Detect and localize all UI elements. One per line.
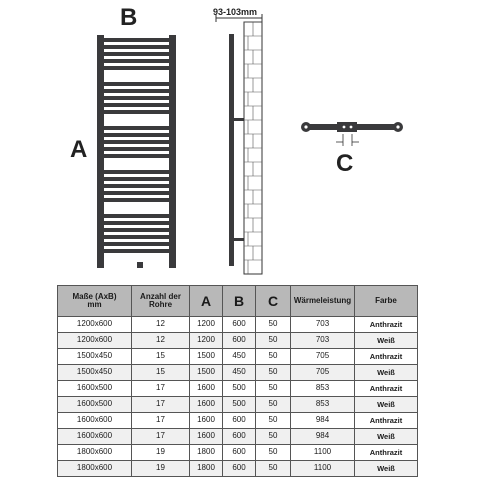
cell-b: 600	[223, 333, 256, 349]
radiator-tube	[104, 38, 169, 42]
cell-b: 600	[223, 413, 256, 429]
bracket-detail-c	[301, 122, 403, 146]
radiator-front-view	[97, 35, 176, 268]
dimension-c-label: C	[336, 150, 354, 177]
cell-dimensions: 1200x600	[58, 333, 132, 349]
cell-tube-count: 15	[132, 349, 190, 365]
radiator-tube	[104, 184, 169, 188]
radiator-tube	[104, 228, 169, 232]
table-row	[58, 365, 418, 381]
cell-heat-output: 703	[291, 333, 355, 349]
cell-a: 1500	[190, 365, 223, 381]
cell-heat-output: 705	[291, 349, 355, 365]
header-b: B	[223, 286, 256, 317]
cell-b: 600	[223, 429, 256, 445]
header-tube-count: Anzahl der Rohre	[132, 286, 190, 317]
cell-c: 50	[256, 333, 291, 349]
cell-dimensions: 1600x500	[58, 397, 132, 413]
cell-a: 1600	[190, 381, 223, 397]
radiator-valve-connector	[137, 262, 143, 268]
cell-c: 50	[256, 413, 291, 429]
radiator-tube	[104, 214, 169, 218]
radiator-tube	[104, 140, 169, 144]
cell-b: 600	[223, 461, 256, 477]
cell-a: 1200	[190, 317, 223, 333]
cell-color: Anthrazit	[355, 381, 418, 397]
cell-c: 50	[256, 445, 291, 461]
radiator-tube	[104, 52, 169, 56]
wall-bracket-top	[234, 118, 244, 121]
cell-a: 1800	[190, 461, 223, 477]
cell-a: 1600	[190, 397, 223, 413]
cell-a: 1800	[190, 445, 223, 461]
cell-dimensions: 1500x450	[58, 365, 132, 381]
table-row	[58, 461, 418, 477]
cell-dimensions: 1500x450	[58, 349, 132, 365]
cell-heat-output: 853	[291, 381, 355, 397]
cell-a: 1600	[190, 429, 223, 445]
table-row	[58, 317, 418, 333]
cell-c: 50	[256, 365, 291, 381]
table-row	[58, 349, 418, 365]
cell-heat-output: 703	[291, 317, 355, 333]
radiator-tube	[104, 198, 169, 202]
cell-b: 500	[223, 397, 256, 413]
cell-a: 1200	[190, 333, 223, 349]
radiator-tube	[104, 59, 169, 63]
radiator-tube	[104, 45, 169, 49]
cell-heat-output: 984	[291, 429, 355, 445]
radiator-tube	[104, 242, 169, 246]
radiator-tube	[104, 249, 169, 253]
cell-heat-output: 705	[291, 365, 355, 381]
radiator-left-rail	[97, 35, 104, 268]
radiator-tube	[104, 96, 169, 100]
cell-tube-count: 19	[132, 461, 190, 477]
side-rail	[229, 34, 234, 266]
cell-b: 450	[223, 349, 256, 365]
cell-color: Anthrazit	[355, 413, 418, 429]
cell-tube-count: 17	[132, 381, 190, 397]
cell-dimensions: 1600x600	[58, 413, 132, 429]
radiator-tube	[104, 133, 169, 137]
radiator-tube	[104, 221, 169, 225]
radiator-tube	[104, 82, 169, 86]
table-row	[58, 413, 418, 429]
table-row	[58, 445, 418, 461]
radiator-tube	[104, 170, 169, 174]
radiator-right-rail	[169, 35, 176, 268]
cell-c: 50	[256, 349, 291, 365]
radiator-tube	[104, 66, 169, 70]
radiator-tube	[104, 177, 169, 181]
cell-heat-output: 984	[291, 413, 355, 429]
radiator-tube	[104, 154, 169, 158]
cell-dimensions: 1800x600	[58, 461, 132, 477]
cell-c: 50	[256, 461, 291, 477]
radiator-tube	[104, 147, 169, 151]
cell-tube-count: 12	[132, 317, 190, 333]
bracket-center-block	[337, 122, 357, 132]
header-c: C	[256, 286, 291, 317]
table-header-row	[58, 286, 418, 317]
radiator-tube	[104, 110, 169, 114]
cell-b: 600	[223, 317, 256, 333]
cell-c: 50	[256, 429, 291, 445]
header-color: Farbe	[355, 286, 418, 317]
cell-heat-output: 1100	[291, 461, 355, 477]
radiator-side-view	[216, 14, 262, 274]
radiator-tube	[104, 235, 169, 239]
radiator-tube	[104, 126, 169, 130]
cell-dimensions: 1800x600	[58, 445, 132, 461]
cell-tube-count: 19	[132, 445, 190, 461]
cell-color: Weiß	[355, 397, 418, 413]
table-row	[58, 333, 418, 349]
header-heat-output: Wärmeleistung	[291, 286, 355, 317]
cell-tube-count: 17	[132, 413, 190, 429]
radiator-tubes	[104, 38, 169, 253]
cell-tube-count: 12	[132, 333, 190, 349]
cell-color: Anthrazit	[355, 317, 418, 333]
cell-dimensions: 1200x600	[58, 317, 132, 333]
cell-b: 600	[223, 445, 256, 461]
cell-c: 50	[256, 317, 291, 333]
cell-c: 50	[256, 381, 291, 397]
header-a: A	[190, 286, 223, 317]
cell-color: Weiß	[355, 333, 418, 349]
cell-b: 450	[223, 365, 256, 381]
cell-color: Weiß	[355, 429, 418, 445]
radiator-tube	[104, 103, 169, 107]
header-dimensions: Maße (AxB) mm	[58, 286, 132, 317]
radiator-tube	[104, 89, 169, 93]
cell-color: Weiß	[355, 461, 418, 477]
cell-a: 1500	[190, 349, 223, 365]
wall-bracket-bottom	[234, 238, 244, 241]
dimension-a-label: A	[70, 136, 88, 163]
cell-dimensions: 1600x600	[58, 429, 132, 445]
radiator-tube	[104, 191, 169, 195]
cell-tube-count: 15	[132, 365, 190, 381]
dimension-b-label: B	[120, 4, 138, 31]
depth-dimension-label: 93-103mm	[213, 7, 258, 17]
cell-color: Anthrazit	[355, 445, 418, 461]
table-row	[58, 397, 418, 413]
cell-tube-count: 17	[132, 397, 190, 413]
cell-c: 50	[256, 397, 291, 413]
cell-heat-output: 1100	[291, 445, 355, 461]
cell-color: Anthrazit	[355, 349, 418, 365]
cell-tube-count: 17	[132, 429, 190, 445]
table-row	[58, 429, 418, 445]
cell-a: 1600	[190, 413, 223, 429]
cell-heat-output: 853	[291, 397, 355, 413]
spec-table	[57, 285, 418, 477]
cell-color: Weiß	[355, 365, 418, 381]
table-row	[58, 381, 418, 397]
cell-b: 500	[223, 381, 256, 397]
cell-dimensions: 1600x500	[58, 381, 132, 397]
